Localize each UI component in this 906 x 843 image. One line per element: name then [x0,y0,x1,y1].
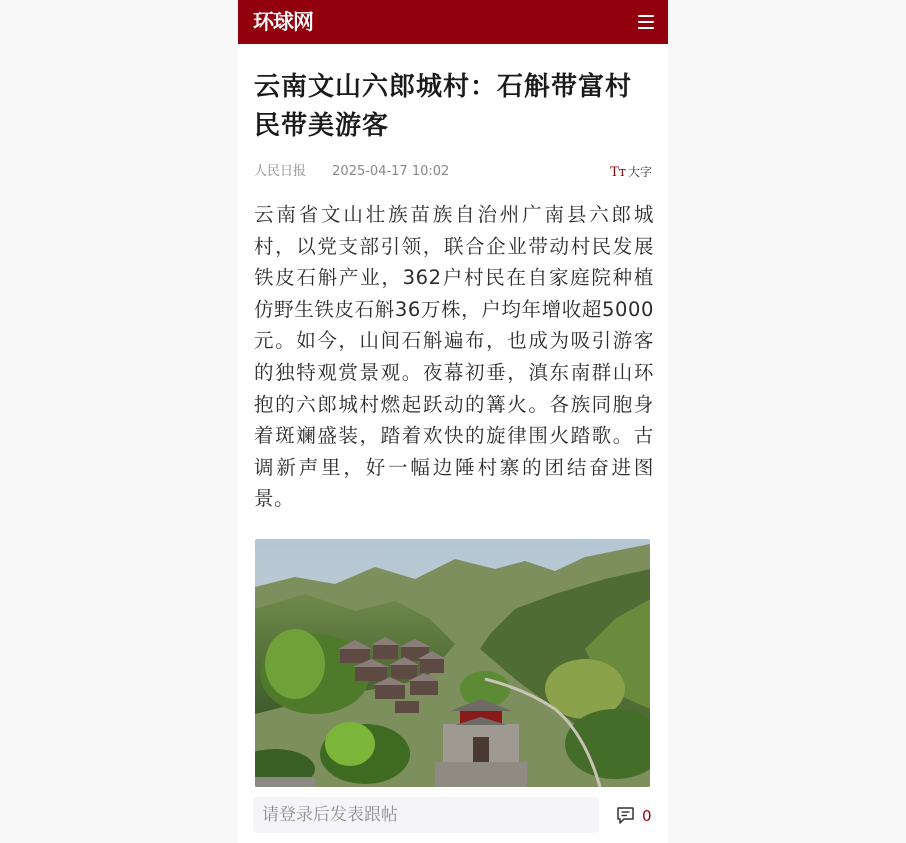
top-navigation-bar [238,0,668,44]
hamburger-menu-icon[interactable] [638,14,654,30]
comment-input[interactable]: 请登录后发表跟帖 [253,797,599,833]
article-meta [254,163,652,181]
site-logo[interactable]: 环球网 [253,10,313,34]
article-body: 云南省文山壮族苗族自治州广南县六郎城村，以党支部引领，联合企业带动村民发展铁皮石斛产业，362户村民在自家庭院种植仿野生铁皮石斛36万株，户均年增收超5000元。如今，山间石斛遍布，也成为吸引游客的独特观赏景观。夜幕初垂，滇东南群山环抱的六郎城村燃起跃动的篝火。各族同胞身着斑斓盛装，踏着欢快的旋律围火踏歌。古调新声里，好一幅边陲村寨的团结奋进图景。 [254,203,654,511]
font-size-toggle-button[interactable] [610,163,652,182]
article-page [238,0,668,843]
comment-bar [238,789,668,843]
article-date: 2025-04-17 10:02 [332,164,450,179]
article-source: 人民日报 [254,164,307,179]
font-size-icon: Tт [610,165,626,180]
comment-count: 0 [642,807,652,825]
article-title: 云南文山六郎城村：石斛带富村民带美游客 [254,72,633,141]
article-photo [255,539,650,787]
font-size-label: 大字 [627,165,652,179]
comment-bubble-icon [616,806,635,825]
